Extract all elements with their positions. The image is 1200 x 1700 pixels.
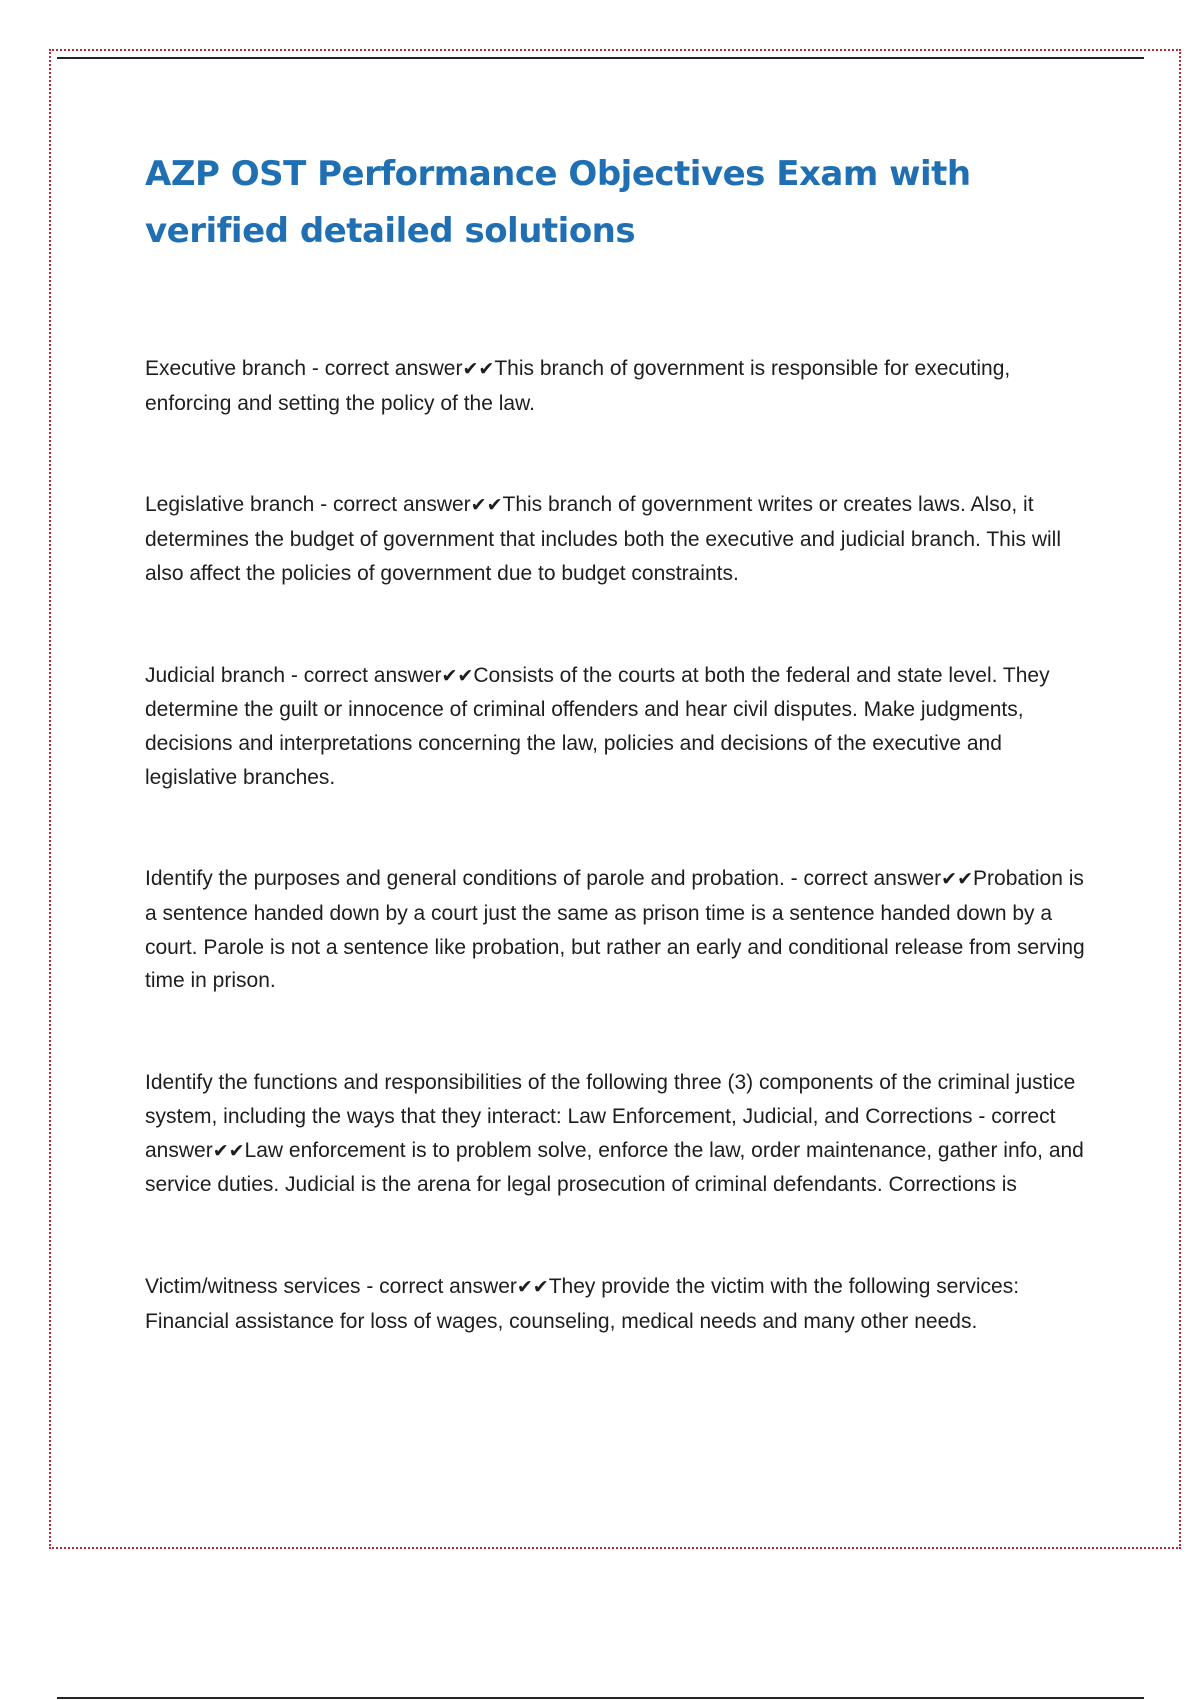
question-text: Judicial branch — [145, 663, 286, 687]
question-text: Victim/witness services — [145, 1274, 361, 1298]
question-text: Legislative branch — [145, 493, 315, 517]
answer-text: They provide the victim with the following services: Financial assistance for loss of wages, counseling, medical needs and many other needs. — [145, 1274, 1020, 1333]
checkmark-icon: ✔✔ — [212, 1139, 245, 1162]
answer-separator: - correct answer — [784, 867, 942, 891]
qa-list — [145, 352, 1090, 1338]
question-text: Executive branch — [145, 357, 307, 380]
page-title: AZP OST Performance Objectives Exam with verified detailed solutions — [145, 154, 971, 251]
answer-text: Probation is a sentence handed down by a court just the same as prison time is a sentence handed down by a court. Parole is not a sentence like probation, but rather an early and conditional release from serving time in prison. — [145, 867, 1085, 993]
answer-text: This branch of government writes or creates laws. Also, it determines the budget of government that includes both the executive and judicial branch. This will also affect the policies of government due to budget constraints. — [145, 493, 1061, 585]
list-item — [145, 862, 1090, 998]
checkmark-icon: ✔✔ — [470, 494, 503, 517]
answer-separator: - correct answer — [360, 1274, 517, 1298]
list-item — [145, 488, 1090, 590]
checkmark-icon: ✔✔ — [516, 1275, 549, 1298]
answer-text: This branch of government is responsible for executing, enforcing and setting the policy of the law. — [145, 357, 1011, 415]
answer-text: Consists of the courts at both the federal and state level. They determine the guilt or innocence of criminal offenders and hear civil disputes. Make judgments, decisions and interpretations concerning the law, policies and decisions of the executive and legislative branches. — [145, 663, 1050, 789]
document-body — [145, 146, 1090, 1406]
list-item — [145, 1270, 1090, 1338]
list-item — [145, 659, 1090, 795]
footer-rule — [57, 1697, 1144, 1699]
answer-separator: - correct answer — [145, 1104, 1056, 1162]
answer-separator: - correct answer — [306, 357, 463, 380]
list-item — [145, 1066, 1090, 1202]
answer-text: Law enforcement is to problem solve, enforce the law, order maintenance, gather info, and service duties. Judicial is the arena for legal prosecution of criminal defendants. Corrections is — [145, 1138, 1084, 1197]
list-item — [145, 352, 1090, 420]
checkmark-icon: ✔✔ — [941, 868, 974, 891]
answer-separator: - correct answer — [285, 663, 442, 687]
checkmark-icon: ✔✔ — [441, 664, 474, 687]
header-rule — [57, 57, 1144, 59]
checkmark-icon: ✔✔ — [462, 358, 495, 380]
answer-separator: - correct answer — [314, 493, 471, 517]
question-text: Identify the purposes and general conditions of parole and probation. — [145, 867, 785, 891]
question-text: Identify the functions and responsibilities of the following three (3) components of the criminal justice system, including the ways that they interact: Law Enforcement, Judicial, and Corrections — [145, 1071, 1076, 1128]
